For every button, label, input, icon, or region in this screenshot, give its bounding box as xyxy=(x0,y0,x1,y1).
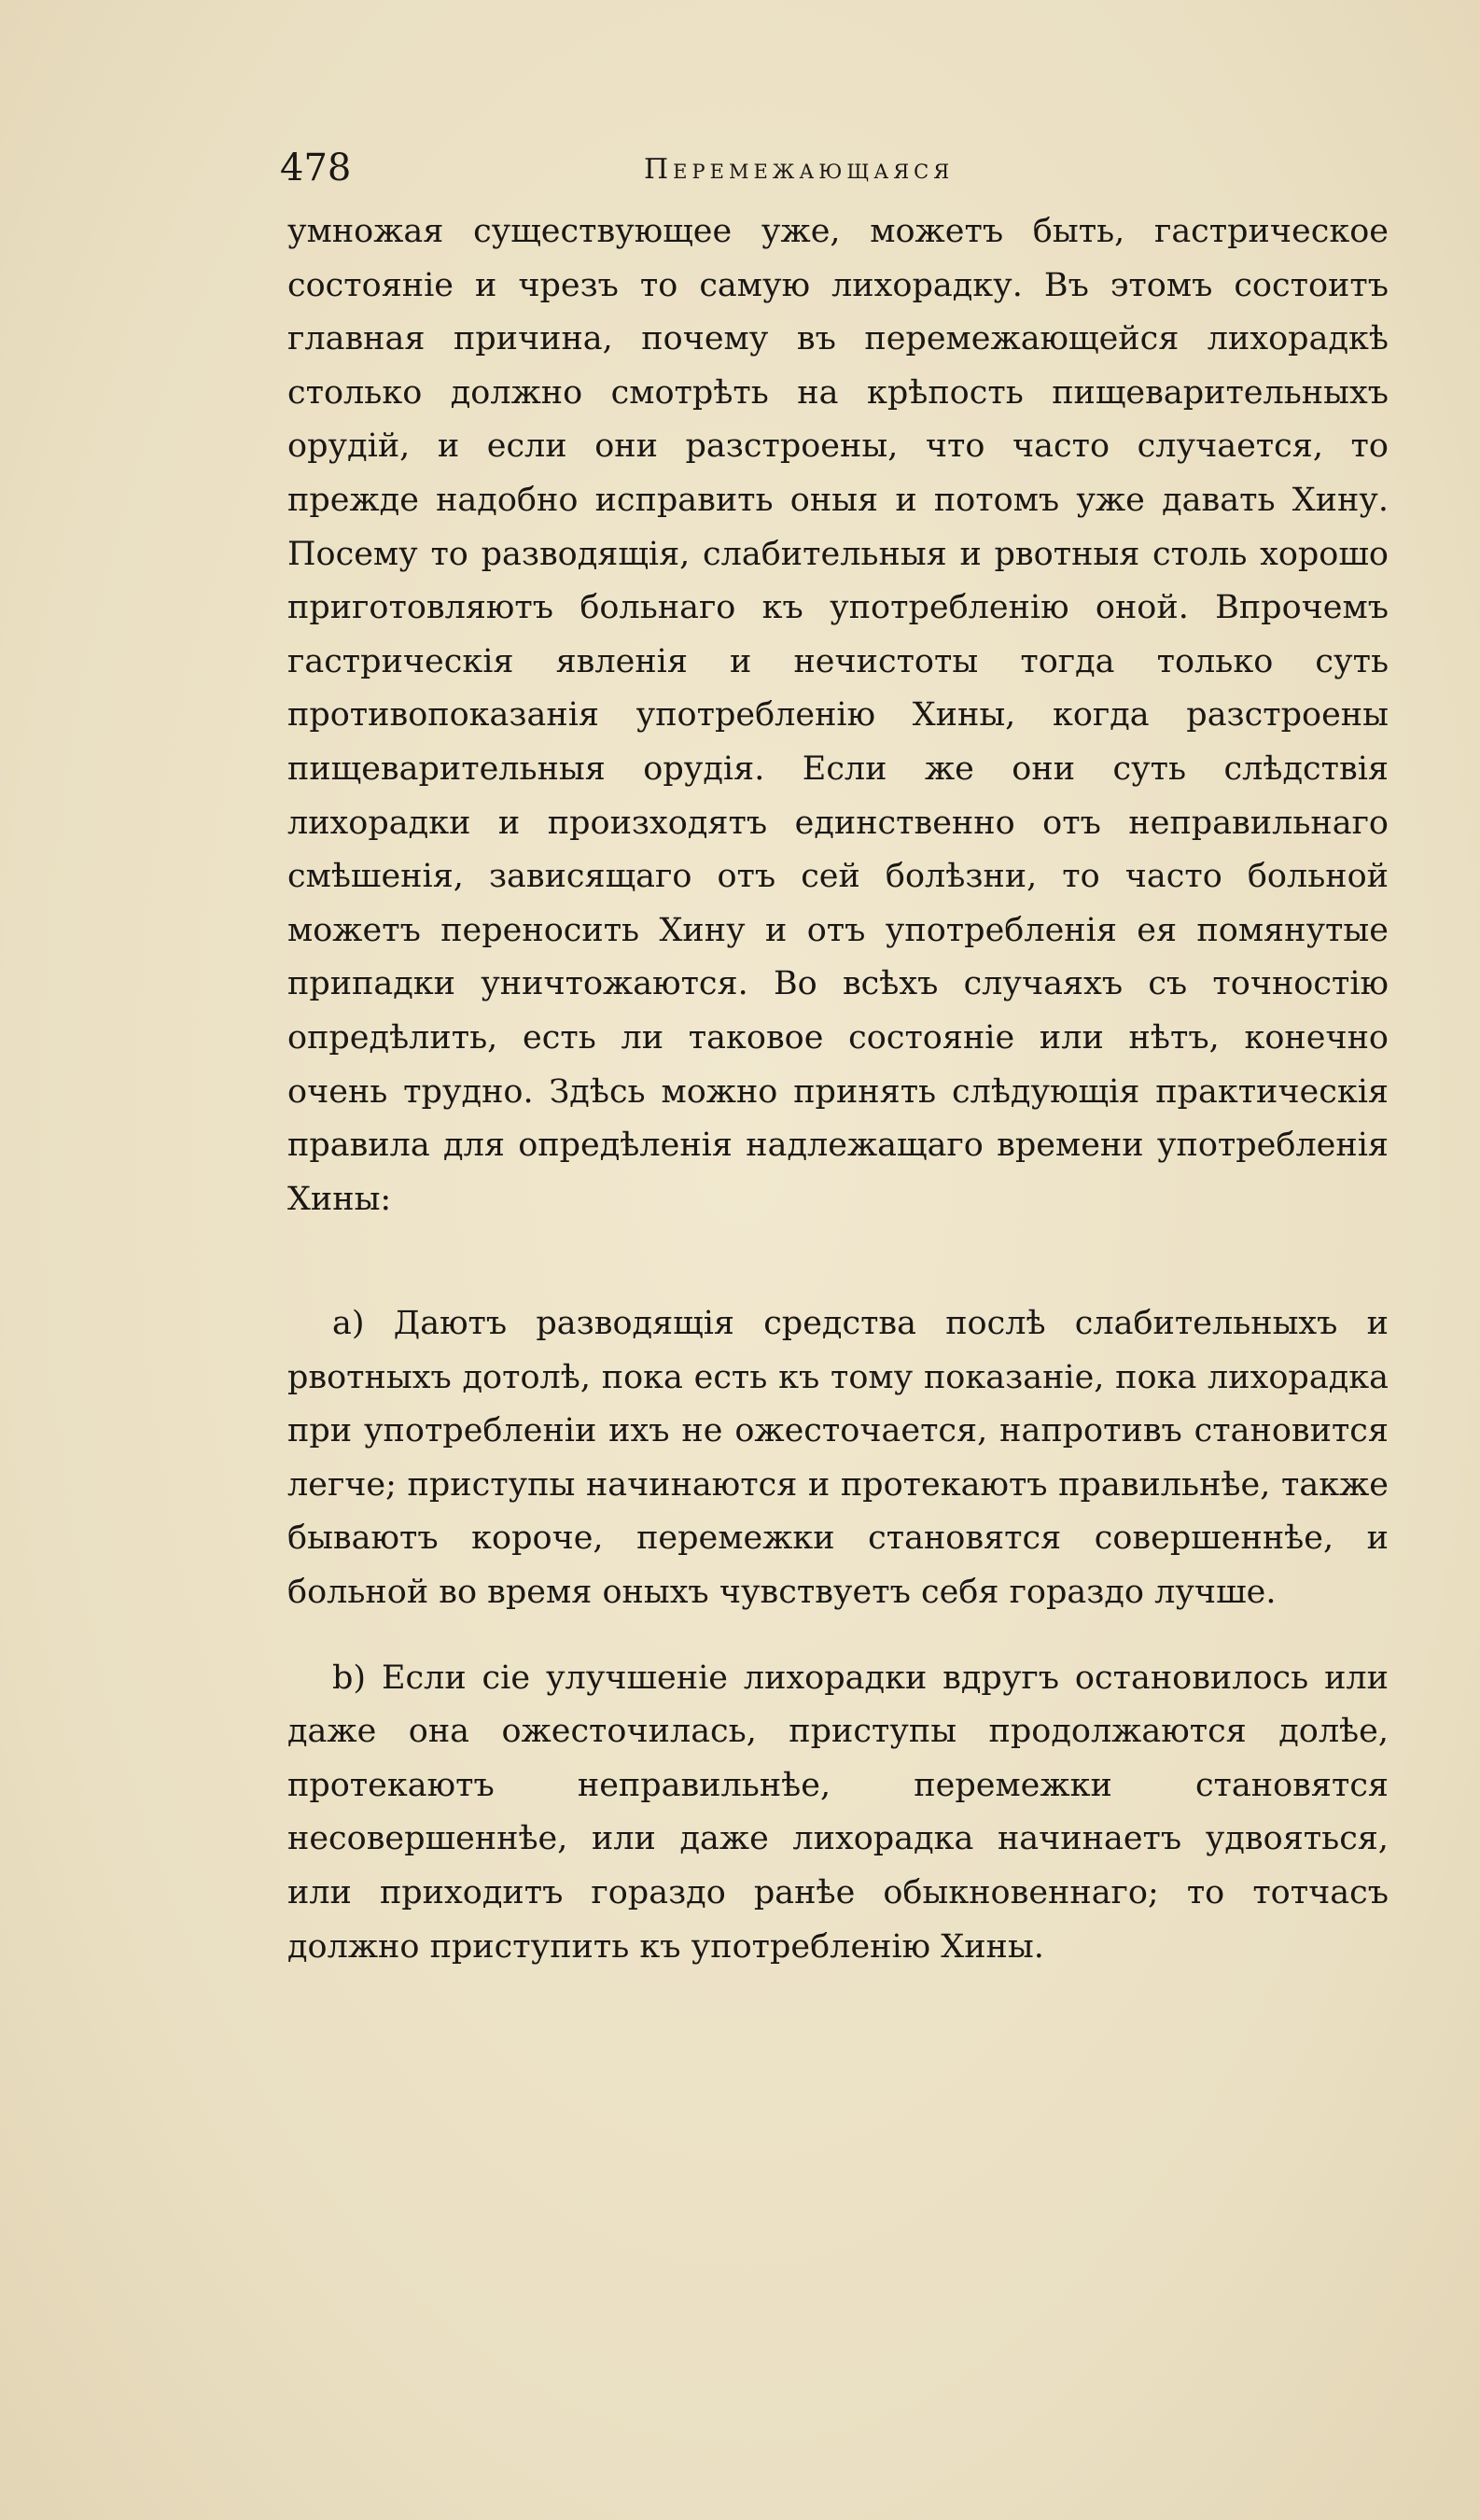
list-item-b: b) Если сiе улучшенiе лихорадки вдругъ остановилось или даже она ожесточилась, приступы продолжаются долѣе, протекаютъ неправильнѣе, перемежки становятся несовершеннѣе, или даже лихорадка начинаетъ удвояться, или приходитъ гораздо ранѣе обыкновеннаго; то тотчасъ должно приступить къ употребленiю Хины. xyxy=(287,1659,1389,1966)
page-header xyxy=(280,145,1082,191)
body-text xyxy=(287,205,1389,1974)
list-item-a: a) Даютъ разводящiя средства послѣ слабительныхъ и рвотныхъ дотолѣ, пока есть къ тому показанiе, пока лихорадка при употребленiи ихъ не ожесточается, напротивъ становится легче; приступы начинаются и протекаютъ правильнѣе, также бываютъ короче, перемежки становятся совершеннѣе, и больной во время оныхъ чувствуетъ себя гораздо лучше. xyxy=(287,1305,1389,1611)
page-number: 478 xyxy=(280,147,352,189)
running-title: Перемежающаяся xyxy=(644,153,955,186)
paragraph-1: умножая существующее уже, можетъ быть, гастрическое состоянiе и чрезъ то самую лихорадку. Въ этомъ состоитъ главная причина, почему въ перемежающейся лихорадкѣ столько должно смотрѣть на крѣпость пищеварительныхъ орудiй, и если они разстроены, что часто случается, то прежде надобно исправить оныя и потомъ уже давать Хину. Посему то разводящiя, слабительныя и рвотныя столь хорошо приготовляютъ больнаго къ употребленiю оной. Впрочемъ гастрическiя явленiя и нечистоты тогда только суть противопоказанiя употребленiю Хины, когда разстроены пищеварительныя орудiя. Если же они суть слѣдствiя лихорадки и произходятъ единственно отъ неправильнаго смѣшенiя, зависящаго отъ сей болѣзни, то часто больной можетъ переносить Хину и отъ употребленiя ея помянутые припадки уничтожаются. Во всѣхъ случаяхъ съ точностiю опредѣлить, есть ли таковое состоянiе или нѣтъ, конечно очень трудно. Здѣсь можно принять слѣдующiя практическiя правила для опредѣленiя надлежащаго времени употребленiя Хины: xyxy=(287,213,1389,1218)
